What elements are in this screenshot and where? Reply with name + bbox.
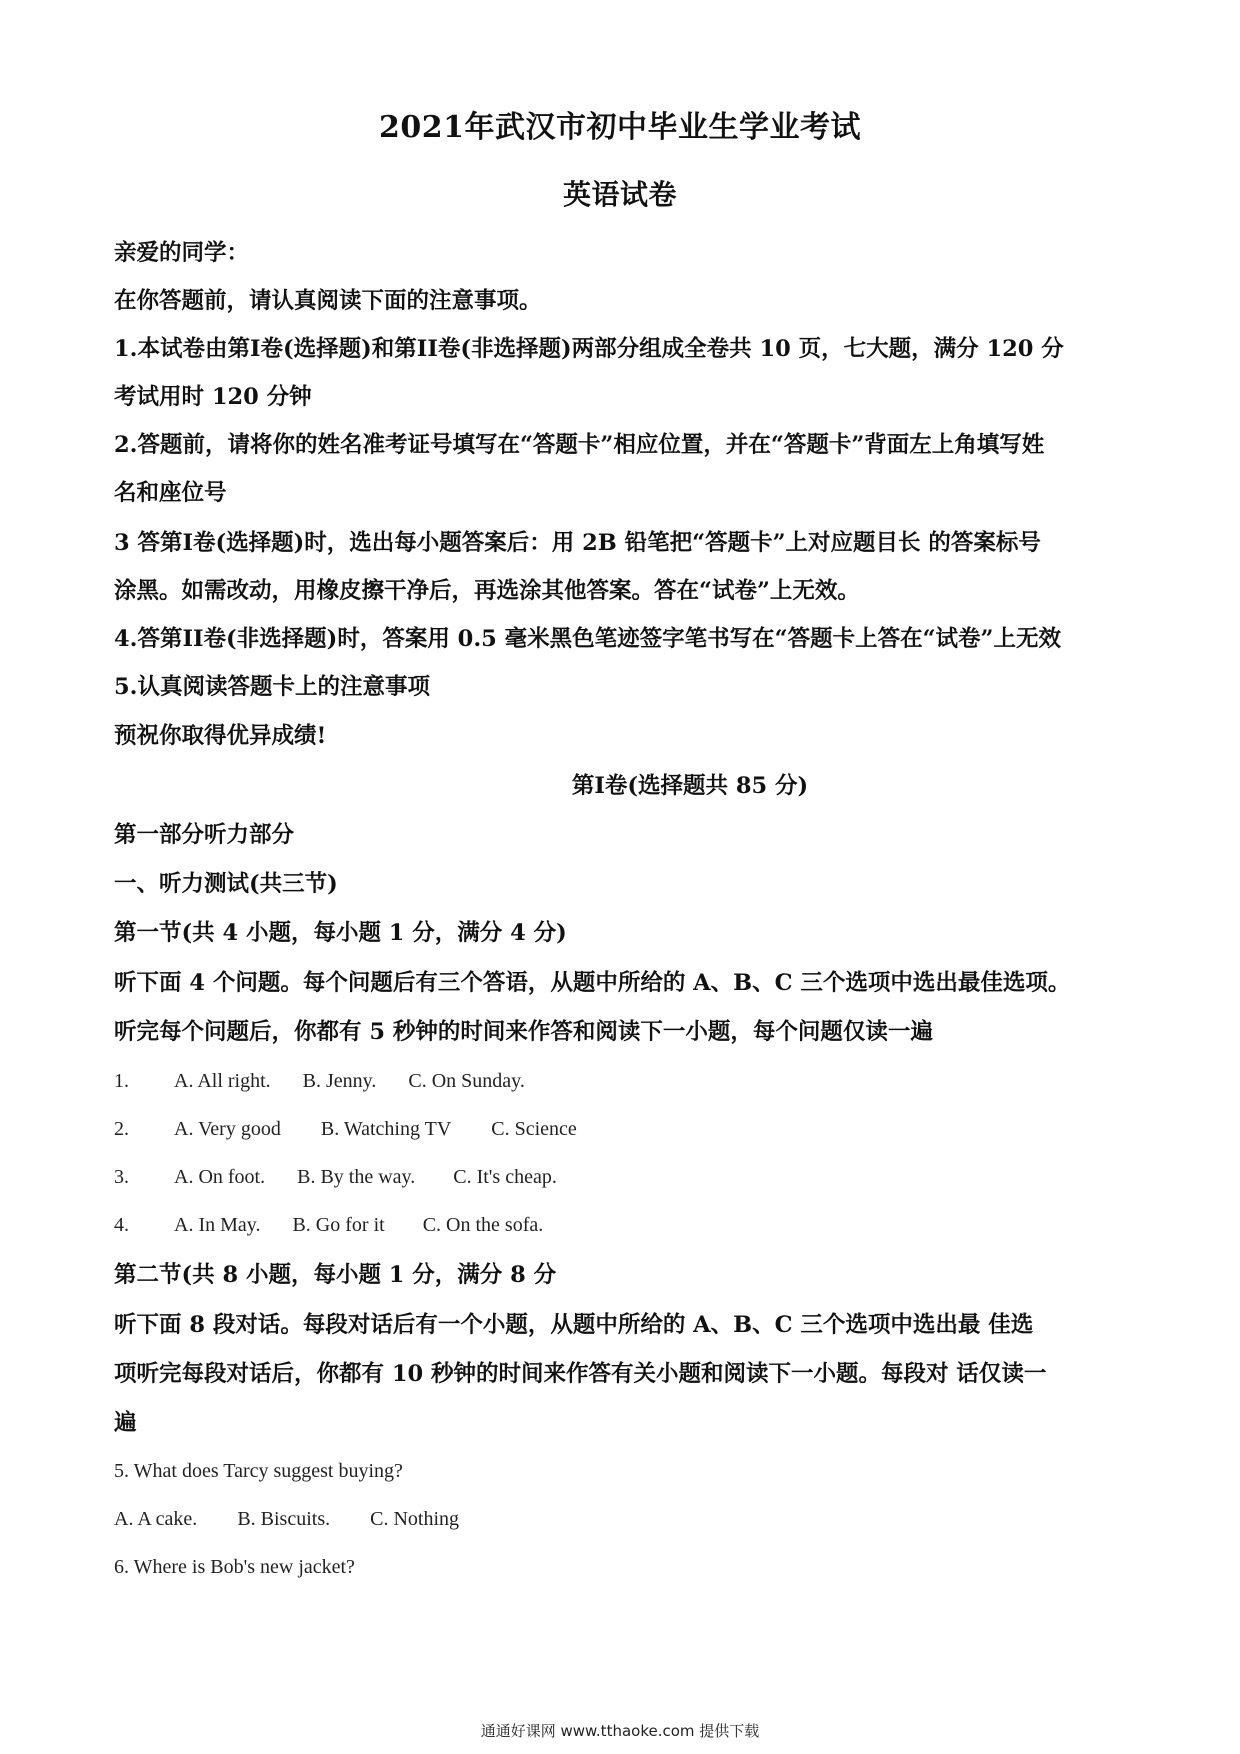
question-row	[114, 1116, 577, 1142]
option-c: C. Nothing	[370, 1508, 460, 1530]
section-2-heading: 第二节(共 8 小题，每小题 1 分，满分 8 分	[114, 1262, 557, 1288]
option-b: B. By the way.	[297, 1166, 416, 1188]
option-a: A. A cake.	[114, 1508, 198, 1530]
notice-item-5: 5.认真阅读答题卡上的注意事项	[114, 674, 430, 700]
question-row	[114, 1164, 557, 1190]
option-c: C. On Sunday.	[408, 1070, 525, 1092]
question-number: 3.	[114, 1166, 129, 1188]
question-row	[114, 1068, 525, 1094]
notice-wish: 预祝你取得优异成绩!	[114, 723, 327, 749]
option-b: B. Biscuits.	[237, 1508, 331, 1530]
option-c: C. Science	[491, 1118, 577, 1140]
exam-subtitle: 英语试卷	[562, 178, 677, 211]
section-heading: 第一部分听力部分	[114, 822, 295, 848]
footer-source: 通通好课网 www.tthaoke.com 提供下载	[480, 1722, 760, 1740]
question-row	[114, 1212, 543, 1238]
option-b: B. Go for it	[292, 1214, 385, 1236]
question-6: 6. Where is Bob's new jacket?	[114, 1556, 355, 1578]
section-2-instruction-line-2: 项听完每段对话后，你都有 10 秒钟的时间来作答有关小题和阅读下一小题。每段对 话仅读一	[114, 1361, 1047, 1387]
notice-intro: 在你答题前，请认真阅读下面的注意事项。	[114, 288, 542, 314]
section-1-instruction-line-1: 听下面 4 个问题。每个问题后有三个答语，从题中所给的 A、B、C 三个选项中选出最佳选项。	[114, 970, 1071, 996]
option-b: B. Jenny.	[302, 1070, 377, 1092]
notice-item-3-line-1: 3 答第Ⅰ卷(选择题)时，选出每小题答案后：用 2B 铅笔把“答题卡”上对应题目长 的答案标号	[114, 530, 1041, 556]
option-c: C. On the sofa.	[422, 1214, 544, 1236]
option-a: A. In May.	[174, 1214, 261, 1236]
notice-item-2-line-1: 2.答题前，请将你的姓名准考证号填写在“答题卡”相应位置，并在“答题卡”背面左上角填写姓	[114, 432, 1045, 458]
question-number: 2.	[114, 1118, 129, 1140]
greeting: 亲爱的同学：	[114, 240, 250, 266]
notice-item-2-line-2: 名和座位号	[114, 480, 227, 506]
notice-item-1-line-1: 1.本试卷由第Ⅰ卷(选择题)和第II卷(非选择题)两部分组成全卷共 10 页，七大题，满分 120 分	[114, 336, 1064, 362]
option-a: A. Very good	[174, 1118, 281, 1140]
notice-item-4: 4.答第II卷(非选择题)时，答案用 0.5 毫米黑色笔迹签字笔书写在“答题卡上答在“试卷”上无效	[114, 626, 1061, 652]
section-2-instruction-line-1: 听下面 8 段对话。每段对话后有一个小题，从题中所给的 A、B、C 三个选项中选出最 佳选	[114, 1312, 1034, 1338]
volume-heading: 第Ⅰ卷(选择题共 85 分)	[571, 773, 809, 799]
question-5-options	[114, 1506, 459, 1532]
section-1-instruction-line-2: 听完每个问题后，你都有 5 秒钟的时间来作答和阅读下一小题，每个问题仅读一遍	[114, 1019, 933, 1045]
question-5: 5. What does Tarcy suggest buying?	[114, 1460, 403, 1482]
option-b: B. Watching TV	[320, 1118, 452, 1140]
exam-title: 2021年武汉市初中毕业生学业考试	[379, 110, 861, 145]
option-c: C. It's cheap.	[453, 1166, 557, 1188]
section-2-instruction-line-3: 遍	[114, 1410, 137, 1436]
notice-item-3-line-2: 涂黑。如需改动，用橡皮擦干净后，再选涂其他答案。答在“试卷”上无效。	[114, 578, 860, 604]
listening-test-heading: 一、听力测试(共三节)	[114, 871, 338, 897]
notice-item-1-line-2: 考试用时 120 分钟	[114, 384, 312, 410]
option-a: A. All right.	[174, 1070, 271, 1092]
question-number: 1.	[114, 1070, 129, 1092]
section-1-heading: 第一节(共 4 小题，每小题 1 分，满分 4 分)	[114, 920, 567, 946]
option-a: A. On foot.	[174, 1166, 266, 1188]
question-number: 4.	[114, 1214, 129, 1236]
